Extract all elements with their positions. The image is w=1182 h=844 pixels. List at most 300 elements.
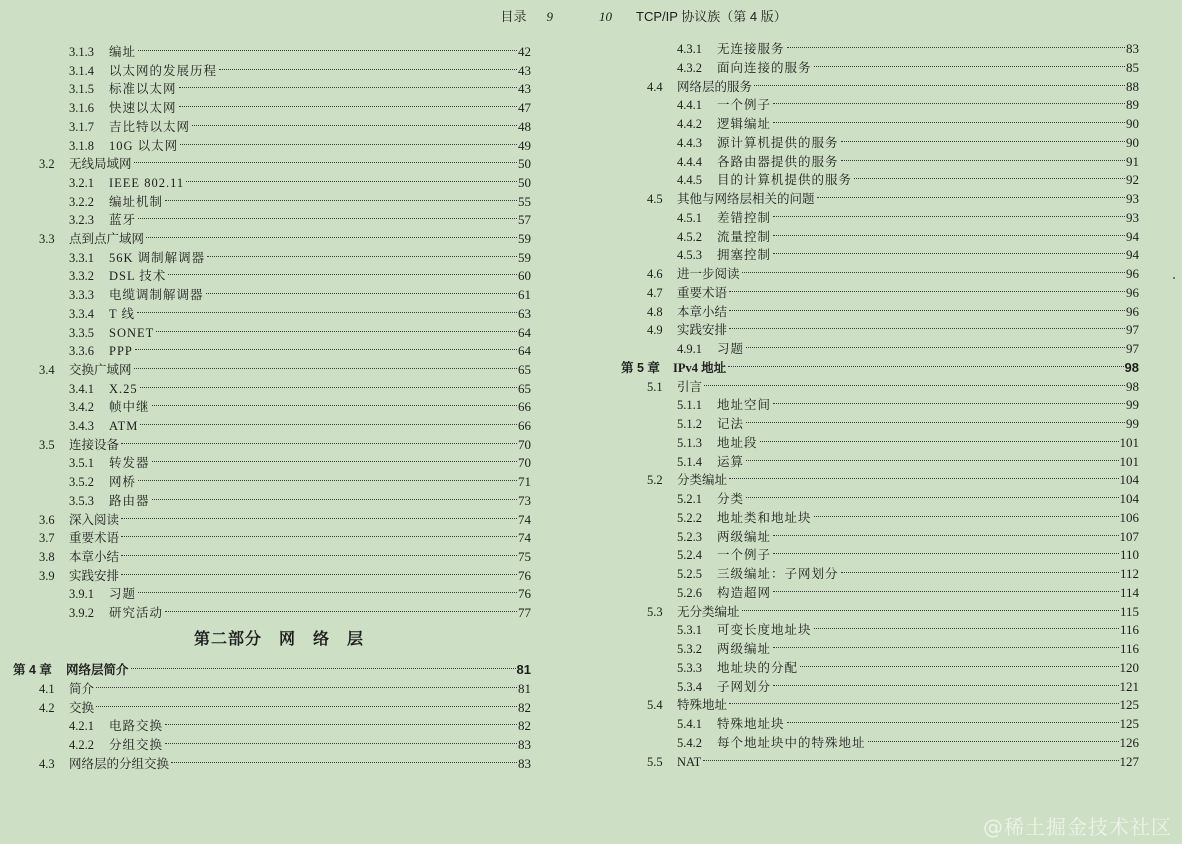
section-title: 电路交换 [109,719,164,734]
running-head-right [599,6,787,25]
page-reference: 127 [1119,753,1139,769]
dot-leader [179,94,517,112]
section-title: NAT [677,754,702,769]
page-reference: 83 [518,756,531,771]
section-title: 网络层的分组交换 [69,757,170,771]
section-number: 4.4.1 [677,98,702,113]
section-number: 3.2.3 [69,213,94,228]
toc-entry[interactable] [677,635,1139,656]
page-reference: 91 [1126,153,1139,169]
toc-entry[interactable] [69,712,531,734]
dot-leader [131,656,516,674]
section-title: 分类 [717,492,745,506]
toc-entry[interactable] [69,468,531,490]
dot-leader [728,354,1123,372]
toc-entry[interactable] [647,73,1139,94]
section-number: 5.5 [647,754,663,769]
section-title: 差错控制 [717,210,772,225]
section-title: 两级编址 [717,529,772,544]
page-reference: 88 [1126,78,1139,94]
dot-leader [165,599,517,617]
section-title: 吉比特以太网 [109,119,191,134]
page-reference: 98 [1124,359,1139,375]
page-reference: 59 [518,249,531,265]
dot-leader [152,449,517,467]
section-title: 三级编址：子网划分 [717,567,839,581]
section-number: 5.1 [647,379,663,394]
running-head-left [500,6,553,25]
section-title: 习题 [717,342,745,356]
dot-leader [841,129,1125,147]
dot-leader [800,654,1118,672]
section-number: 3.5.3 [69,493,94,508]
section-title: 电缆调制解调器 [109,288,204,303]
toc-entry[interactable] [69,580,531,602]
toc-entry[interactable] [69,412,531,433]
section-title: SONET [109,325,155,340]
section-title: 习题 [109,587,137,602]
page-reference: 75 [518,548,531,564]
page-reference: 74 [518,530,531,546]
dot-leader [760,429,1119,447]
page-reference: 70 [518,436,531,452]
page-reference: 93 [1126,191,1139,206]
section-title: 实践安排 [677,323,728,338]
section-number: 4.8 [647,304,663,319]
section-number: 5.2.4 [677,548,702,563]
dot-leader [729,316,1125,334]
section-number: 5.1.2 [677,417,702,431]
section-number: 3.1.7 [69,119,94,134]
toc-entry[interactable] [69,393,531,415]
toc-entry[interactable] [39,150,531,172]
section-number: 3.1.6 [69,101,94,116]
toc-entry[interactable] [677,729,1139,750]
dot-leader [206,281,517,299]
dot-leader [773,241,1125,259]
dot-leader [729,279,1125,297]
dot-leader [773,523,1118,541]
section-title: 子网划分 [717,679,772,694]
section-title: 无线局域网 [69,157,132,172]
dot-leader [165,712,517,730]
scan-speck [1173,277,1175,279]
section-title: 网络层的服务 [677,79,753,94]
toc-entry[interactable] [647,748,1139,769]
section-number: 4.4 [647,79,663,94]
section-number: 4.9 [647,323,663,338]
toc-entry[interactable] [677,148,1139,169]
page-reference: 70 [518,455,531,471]
dot-leader [703,748,1118,766]
page-reference: 82 [518,718,531,734]
page-reference: 76 [518,567,531,583]
dot-leader [207,244,517,262]
section-title: 构造超网 [717,585,772,600]
section-number: 4.9.1 [677,342,702,356]
page-reference: 71 [518,474,531,490]
toc-entry[interactable] [39,694,531,715]
toc-entry[interactable] [677,560,1139,581]
section-number: 4.5.3 [677,248,702,263]
section-title: 特殊地址 [677,698,728,713]
toc-entry[interactable] [69,449,531,471]
section-number: 3.7 [39,531,55,546]
dot-leader [121,524,517,542]
section-number: 3.2.2 [69,194,94,209]
section-number: 3.9.2 [69,606,94,620]
section-number: 4.7 [647,285,663,300]
dot-leader [121,506,517,524]
toc-entry[interactable] [69,94,531,116]
dot-leader [134,356,517,374]
toc-entry[interactable] [647,598,1139,619]
toc-entry[interactable] [69,731,531,753]
dot-leader [138,206,517,224]
section-number: 3.1.4 [69,63,94,78]
page-reference: 116 [1119,641,1139,656]
toc-entry[interactable] [39,225,531,246]
dot-leader [868,729,1119,747]
section-number: 4.3.2 [677,60,702,75]
toc-entry[interactable] [677,91,1139,113]
section-title: 面向连接的服务 [717,60,812,75]
toc-entry[interactable] [621,354,1139,375]
toc-entry[interactable] [677,129,1139,150]
toc-entry[interactable] [677,523,1139,544]
toc-entry[interactable] [69,38,531,59]
section-title: 特殊地址块 [717,717,785,731]
page-reference: 90 [1126,134,1139,150]
section-number: 3.5.2 [69,475,94,490]
section-title: 10G 以太网 [109,138,179,153]
toc-entry[interactable] [677,504,1139,525]
page-reference: 94 [1126,247,1139,263]
dot-leader [773,223,1125,241]
section-title: 交换 [69,700,95,715]
dot-leader [165,188,517,206]
toc-entry[interactable] [39,675,531,696]
page-reference: 93 [1126,209,1139,225]
section-title: 地址空间 [717,398,772,413]
section-title: 简介 [69,681,95,696]
section-number: 4.4.2 [677,117,702,131]
section-number: 3.4.1 [69,381,94,396]
section-title: 路由器 [109,493,150,508]
section-title: 每个地址块中的特殊地址 [717,735,866,750]
dot-leader [746,410,1125,428]
section-title: 重要术语 [69,531,120,546]
section-number: 5.4 [647,698,663,713]
section-title: 无分类编址 [677,604,740,619]
section-title: 分类编址 [677,473,728,488]
dot-leader [854,166,1125,184]
page-reference: 83 [518,737,531,753]
section-number: 5.3.3 [677,660,702,675]
page-reference: 64 [518,343,531,359]
dot-leader [814,504,1119,522]
section-number: 5.3.4 [677,679,702,694]
toc-entry[interactable] [677,485,1139,506]
toc-entry[interactable] [677,54,1139,75]
section-title: 地址块的分配 [717,660,799,675]
section-title: 各路由器提供的服务 [717,154,839,169]
page-reference: 125 [1119,716,1139,731]
page-reference: 43 [518,81,531,97]
toc-entry[interactable] [647,279,1139,300]
toc-entry[interactable] [677,429,1139,450]
toc-entry[interactable] [39,750,531,771]
toc-entry[interactable] [677,391,1139,413]
section-title: 实践安排 [69,568,120,583]
toc-entry[interactable] [677,110,1139,131]
toc-entry[interactable] [677,204,1139,225]
page-reference: 96 [1126,266,1139,281]
page-reference: 99 [1126,416,1139,431]
toc-entry[interactable] [647,691,1139,713]
toc-entry[interactable] [69,132,531,153]
page-reference: 64 [518,324,531,340]
section-title: 可变长度地址块 [717,623,812,638]
dot-leader [742,598,1119,616]
toc-entry[interactable] [69,281,531,303]
dot-leader [156,319,517,337]
page-reference: 50 [518,174,531,190]
section-number: 3.3.2 [69,269,94,284]
toc-entry[interactable] [69,75,531,97]
dot-leader [192,113,517,131]
page-reference: 82 [518,699,531,715]
section-number: 4.2.1 [69,719,94,734]
toc-entry[interactable] [39,524,531,546]
toc-entry[interactable] [677,579,1139,600]
section-title: IEEE 802.11 [109,175,185,190]
page-reference: 63 [518,305,531,321]
toc-entry[interactable] [677,410,1139,431]
section-number: 4.1 [39,681,55,696]
dot-leader [773,110,1125,128]
section-number: 5.1.3 [677,435,702,450]
dot-leader [137,300,517,318]
page-reference: 115 [1119,603,1139,619]
running-head-label: TCP/IP 协议族（第 4 版） [636,9,787,24]
page-reference: 65 [518,361,531,377]
toc-entry[interactable] [677,448,1139,469]
toc-entry[interactable] [69,57,531,78]
toc-entry[interactable] [677,241,1139,263]
toc-entry[interactable] [677,335,1139,356]
page-reference: 60 [518,268,531,284]
toc-entry[interactable] [677,710,1139,731]
dot-leader [135,337,517,355]
section-title: 两级编址 [717,642,772,656]
section-number: 4.3.1 [677,42,702,56]
page-reference: 112 [1119,566,1139,581]
dot-leader [746,335,1125,353]
page-reference: 121 [1119,678,1139,694]
section-number: 5.1.4 [677,454,702,469]
toc-entry[interactable] [677,223,1139,244]
section-number: 3.5.1 [69,456,94,471]
page-reference: 106 [1119,509,1139,525]
dot-leader [773,541,1119,559]
page-reference: 104 [1119,472,1139,488]
section-title: 帧中继 [109,400,150,415]
dot-leader [841,560,1119,578]
toc-entry[interactable] [69,262,531,284]
dot-leader [729,298,1125,316]
section-number: 4.2 [39,700,55,715]
section-title: 标准以太网 [109,82,177,97]
page-reference: 92 [1126,172,1139,188]
section-number: 4.4.5 [677,173,702,188]
dot-leader [787,710,1119,728]
page-number: 10 [599,9,612,24]
dot-leader [746,448,1118,466]
section-number: 3.6 [39,512,55,527]
section-title: 快速以太网 [109,101,177,116]
page-reference: 77 [518,605,531,620]
section-title: DSL 技术 [109,269,167,284]
page-reference: 49 [518,137,531,153]
section-number: 3.4.3 [69,419,94,433]
page-reference: 47 [518,100,531,116]
section-number: 4.5.2 [677,229,702,244]
section-number: 3.3 [39,232,55,246]
dot-leader [168,262,517,280]
toc-entry[interactable] [69,188,531,209]
page-reference: 59 [518,231,531,246]
toc-entry[interactable] [13,656,531,677]
page-reference: 55 [518,193,531,209]
toc-entry[interactable] [677,616,1139,638]
section-number: 3.1.3 [69,45,94,59]
toc-entry[interactable] [647,260,1139,281]
toc-entry[interactable] [647,316,1139,338]
dot-leader [746,485,1118,503]
page-reference: 97 [1126,322,1139,338]
section-number: 4.4.3 [677,135,702,150]
section-number: 4.5.1 [677,210,702,225]
toc-entry[interactable] [677,35,1139,56]
section-number: 3.4 [39,362,55,377]
section-title: 点到点广域网 [69,232,145,246]
toc-entry[interactable] [69,319,531,340]
toc-entry[interactable] [69,169,531,190]
page-reference: 50 [518,156,531,172]
dot-leader [96,675,517,693]
dot-leader [121,543,517,561]
section-number: 3.2 [39,157,55,172]
section-number: 5.2.3 [677,529,702,544]
toc-entry[interactable] [39,562,531,583]
toc-entry[interactable] [647,466,1139,488]
section-title: 交换广域网 [69,362,132,377]
section-number: 3.1.8 [69,138,94,153]
page-reference: 98 [1126,378,1139,394]
dot-leader [140,412,517,430]
dot-leader [152,393,517,411]
section-title: 运算 [717,454,745,469]
section-number: 5.4.2 [677,735,702,750]
page-reference: 89 [1126,97,1139,113]
page-reference: 101 [1119,453,1139,469]
page-reference: 101 [1119,434,1139,450]
section-number: 5.3.1 [677,623,702,638]
section-title: 重要术语 [677,285,728,300]
dot-leader [121,562,517,580]
section-number: 3.3.6 [69,344,94,359]
toc-entry[interactable] [69,337,531,359]
toc-entry[interactable] [69,113,531,134]
section-number: 3.9.1 [69,587,94,602]
dot-leader [773,579,1119,597]
toc-entry[interactable] [647,373,1139,394]
page-reference: 43 [518,62,531,78]
toc-entry[interactable] [677,166,1139,188]
right-page [591,0,1182,844]
toc-entry[interactable] [69,487,531,508]
dot-leader [841,148,1125,166]
page-reference: 126 [1119,734,1139,750]
toc-entry[interactable] [677,654,1139,675]
section-number: 5.2.6 [677,585,702,600]
section-title: 以太网的发展历程 [109,63,218,78]
page-reference: 104 [1119,491,1139,506]
page-reference: 73 [518,492,531,508]
dot-leader [138,580,517,598]
dot-leader [152,487,517,505]
dot-leader [704,373,1125,391]
toc-entry[interactable] [69,375,531,396]
section-title: 源计算机提供的服务 [717,135,839,150]
section-title: 本章小结 [677,304,728,319]
toc-entry[interactable] [647,298,1139,319]
toc-entry[interactable] [677,541,1139,563]
section-title: 地址类和地址块 [717,510,812,525]
toc-entry[interactable] [39,506,531,527]
watermark: @稀土掘金技术社区 [983,815,1172,839]
section-title: IPv4 地址 [673,360,727,375]
toc-entry[interactable] [39,431,531,452]
dot-leader [138,38,517,56]
dot-leader [134,150,517,168]
toc-entry[interactable] [69,244,531,265]
page-reference: 42 [518,44,531,59]
section-title: 编址机制 [109,194,164,209]
toc-entry[interactable] [647,185,1139,206]
dot-leader [787,35,1125,53]
dot-leader [179,75,517,93]
toc-entry[interactable] [39,543,531,564]
page-reference: 114 [1119,584,1139,600]
dot-leader [814,616,1119,634]
section-title: 引言 [677,379,703,394]
toc-entry[interactable] [69,300,531,321]
toc-entry[interactable] [69,599,531,620]
section-title: T 线 [109,306,136,321]
page-reference: 120 [1119,659,1139,675]
page-reference: 57 [518,212,531,228]
page-reference: 48 [518,118,531,134]
toc-entry[interactable] [677,673,1139,694]
toc-entry[interactable] [69,206,531,228]
section-number: 4.5 [647,192,663,206]
page-reference: 90 [1126,116,1139,131]
section-number: 第 5 章 [621,360,660,375]
dot-leader [773,673,1118,691]
toc-entry[interactable] [39,356,531,377]
